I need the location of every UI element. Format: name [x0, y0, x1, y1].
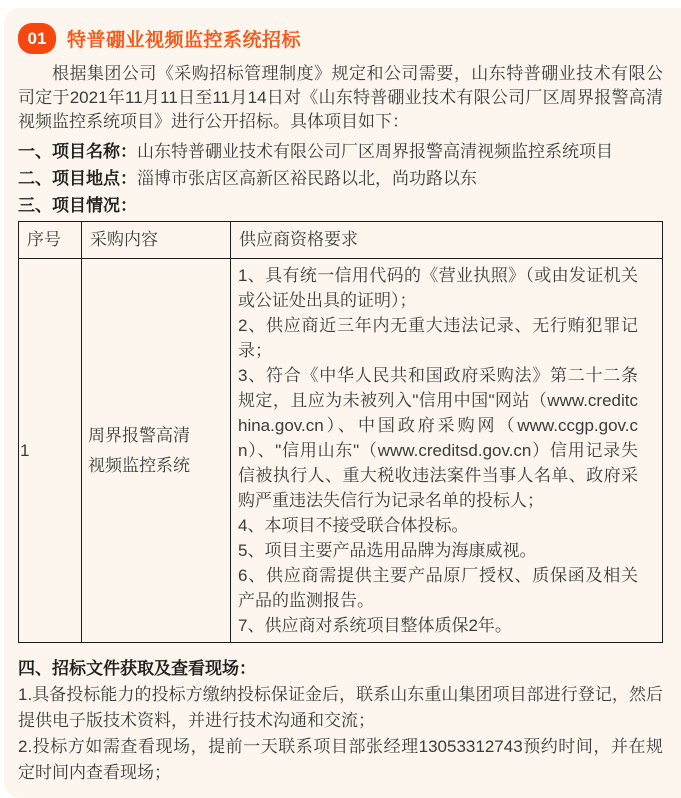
section4-item-1: 1.具备投标能力的投标方缴纳投标保证金后，联系山东重山集团项目部进行登记，然后提供电子版技术资料，并进行技术沟通和交流；	[18, 685, 663, 730]
document-card	[4, 8, 681, 798]
tender-info-table	[18, 221, 663, 643]
section-number-badge: 01	[18, 23, 56, 54]
cell-procurement	[82, 259, 231, 643]
section4-item-2: 2.投标方如需查看现场，提前一天联系项目部张经理13053312743预约时间，并在规定时间内查看现场；	[18, 737, 663, 782]
requirement-line-4: 4、本项目不接受联合体投标。	[238, 516, 469, 535]
table-row	[19, 259, 663, 643]
requirement-line-3: 3、符合《中华人民共和国政府采购法》第二十二条规定，且应为未被列入"信用中国"网站（www.creditchina.gov.cn）、中国政府采购网（www.ccgp.gov.cn）、"信用山东"（www.creditsd.gov.cn）信用记录失信被执行人、重大税收违法案件当事人名单、政府采购严重违法失信行为记录名单的投标人；	[238, 366, 638, 510]
project-details-label: 三、项目情况：	[18, 196, 137, 215]
document-content	[18, 23, 663, 786]
requirement-line-5: 5、项目主要产品选用品牌为海康威视。	[238, 541, 537, 560]
project-location-value: 淄博市张店区高新区裕民路以北，尚功路以东	[137, 169, 477, 188]
requirement-line-7: 7、供应商对系统项目整体质保2年。	[238, 616, 512, 635]
col-header-qualifications: 供应商资格要求	[231, 222, 663, 259]
col-header-serial: 序号	[19, 222, 82, 259]
procurement-name: 周界报警高清视频监控系统	[88, 425, 190, 475]
page-title: 特普硼业视频监控系统招标	[67, 30, 302, 51]
project-info-list	[18, 138, 663, 219]
requirement-line-6: 6、供应商需提供主要产品原厂授权、质保函及相关产品的监测报告。	[238, 566, 638, 610]
section4-heading: 四、招标文件获取及查看现场：	[18, 659, 256, 678]
project-name-line	[18, 138, 663, 165]
project-location-line	[18, 165, 663, 192]
intro-paragraph: 根据集团公司《采购招标管理制度》规定和公司需要，山东特普硼业技术有限公司定于2021年11月11日至11月14日对《山东特普硼业技术有限公司厂区周界报警高清视频监控系统项目》进行公开招标。具体项目如下：	[18, 64, 663, 131]
requirement-line-2: 2、供应商近三年内无重大违法记录、无行贿犯罪记录；	[238, 316, 638, 360]
project-location-label: 二、项目地点：	[18, 169, 137, 188]
table-header-row	[19, 222, 663, 259]
project-details-line	[18, 192, 663, 219]
project-name-value: 山东特普硼业技术有限公司厂区周界报警高清视频监控系统项目	[137, 142, 613, 161]
project-name-label: 一、项目名称：	[18, 142, 137, 161]
col-header-procurement: 采购内容	[82, 222, 231, 259]
section-header	[18, 23, 663, 54]
section4-bid-documents	[18, 656, 663, 786]
cell-serial: 1	[19, 259, 82, 643]
requirement-line-1: 1、具有统一信用代码的《营业执照》（或由发证机关或公证处出具的证明）；	[238, 266, 638, 310]
cell-qualifications	[231, 259, 663, 643]
